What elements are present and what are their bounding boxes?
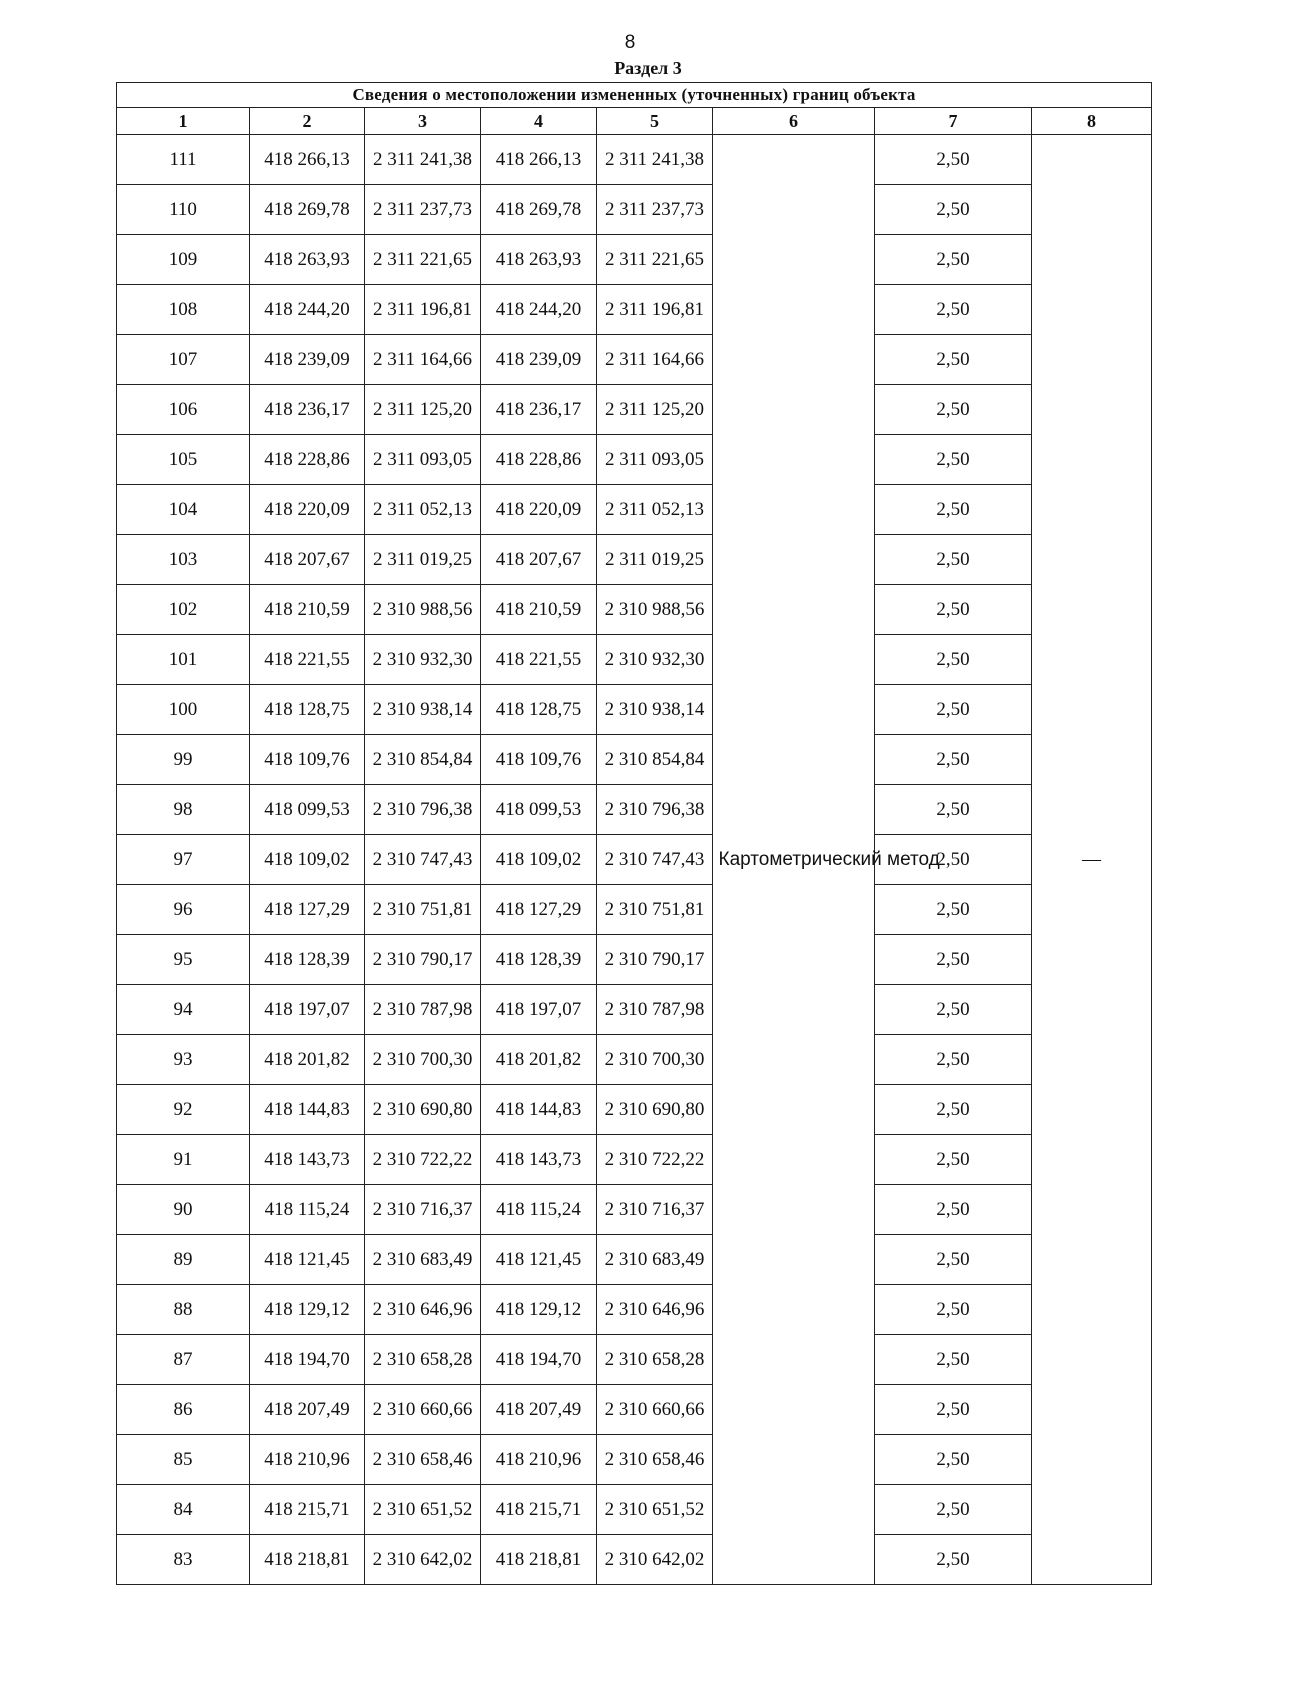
- point-number-cell: 91: [117, 1135, 250, 1185]
- point-number-cell: 85: [117, 1435, 250, 1485]
- point-number-cell: 97: [117, 835, 250, 885]
- point-number-cell: 94: [117, 985, 250, 1035]
- x-existing-cell: 418 263,93: [250, 235, 365, 285]
- x-existing-cell: 418 228,86: [250, 435, 365, 485]
- y-existing-cell: 2 310 790,17: [365, 935, 481, 985]
- point-number-cell: 83: [117, 1535, 250, 1585]
- y-refined-cell: 2 311 019,25: [597, 535, 713, 585]
- x-refined-cell: 418 109,02: [481, 835, 597, 885]
- accuracy-cell: 2,50: [875, 1035, 1032, 1085]
- y-existing-cell: 2 311 164,66: [365, 335, 481, 385]
- point-number-cell: 101: [117, 635, 250, 685]
- table-row: [117, 1185, 1152, 1235]
- y-refined-cell: 2 310 658,28: [597, 1335, 713, 1385]
- y-refined-cell: 2 310 651,52: [597, 1485, 713, 1535]
- accuracy-cell: 2,50: [875, 335, 1032, 385]
- point-number-cell: 107: [117, 335, 250, 385]
- x-refined-cell: 418 201,82: [481, 1035, 597, 1085]
- accuracy-cell: 2,50: [875, 1285, 1032, 1335]
- accuracy-cell: 2,50: [875, 585, 1032, 635]
- table-row: [117, 1135, 1152, 1185]
- table-row: [117, 1335, 1152, 1385]
- point-number-cell: 102: [117, 585, 250, 635]
- x-refined-cell: 418 239,09: [481, 335, 597, 385]
- y-existing-cell: 2 310 787,98: [365, 985, 481, 1035]
- table-row: [117, 135, 1152, 185]
- y-existing-cell: 2 310 796,38: [365, 785, 481, 835]
- y-refined-cell: 2 310 642,02: [597, 1535, 713, 1585]
- x-existing-cell: 418 128,75: [250, 685, 365, 735]
- table-row: [117, 685, 1152, 735]
- x-existing-cell: 418 127,29: [250, 885, 365, 935]
- y-existing-cell: 2 311 196,81: [365, 285, 481, 335]
- accuracy-cell: 2,50: [875, 1535, 1032, 1585]
- y-existing-cell: 2 310 854,84: [365, 735, 481, 785]
- y-existing-cell: 2 310 700,30: [365, 1035, 481, 1085]
- x-refined-cell: 418 121,45: [481, 1235, 597, 1285]
- y-refined-cell: 2 310 646,96: [597, 1285, 713, 1335]
- accuracy-cell: 2,50: [875, 1435, 1032, 1485]
- column-number: 7: [875, 108, 1032, 135]
- point-number-cell: 105: [117, 435, 250, 485]
- y-existing-cell: 2 311 221,65: [365, 235, 481, 285]
- x-refined-cell: 418 128,75: [481, 685, 597, 735]
- table-caption-row: [117, 83, 1152, 108]
- y-refined-cell: 2 311 164,66: [597, 335, 713, 385]
- y-existing-cell: 2 310 658,46: [365, 1435, 481, 1485]
- y-existing-cell: 2 311 237,73: [365, 185, 481, 235]
- x-refined-cell: 418 144,83: [481, 1085, 597, 1135]
- y-refined-cell: 2 310 751,81: [597, 885, 713, 935]
- y-refined-cell: 2 310 932,30: [597, 635, 713, 685]
- table-row: [117, 735, 1152, 785]
- x-refined-cell: 418 127,29: [481, 885, 597, 935]
- accuracy-cell: 2,50: [875, 985, 1032, 1035]
- x-existing-cell: 418 115,24: [250, 1185, 365, 1235]
- table-row: [117, 285, 1152, 335]
- x-existing-cell: 418 099,53: [250, 785, 365, 835]
- x-refined-cell: 418 215,71: [481, 1485, 597, 1535]
- accuracy-cell: 2,50: [875, 135, 1032, 185]
- note-cell: —: [1032, 135, 1152, 1585]
- method-cell: [713, 135, 940, 1585]
- y-refined-cell: 2 310 660,66: [597, 1385, 713, 1435]
- page-number: 8: [624, 32, 636, 53]
- table-row: [117, 835, 1152, 885]
- y-existing-cell: 2 310 988,56: [365, 585, 481, 635]
- accuracy-cell: 2,50: [875, 785, 1032, 835]
- table-row: [117, 385, 1152, 435]
- table-row: [117, 1285, 1152, 1335]
- y-refined-cell: 2 310 796,38: [597, 785, 713, 835]
- point-number-cell: 98: [117, 785, 250, 835]
- y-existing-cell: 2 310 658,28: [365, 1335, 481, 1385]
- y-refined-cell: 2 310 683,49: [597, 1235, 713, 1285]
- y-refined-cell: 2 311 237,73: [597, 185, 713, 235]
- y-existing-cell: 2 311 019,25: [365, 535, 481, 585]
- point-number-cell: 90: [117, 1185, 250, 1235]
- x-existing-cell: 418 210,96: [250, 1435, 365, 1485]
- table-row: [117, 185, 1152, 235]
- point-number-cell: 100: [117, 685, 250, 735]
- column-number: 6: [713, 108, 875, 135]
- y-refined-cell: 2 310 938,14: [597, 685, 713, 735]
- accuracy-cell: 2,50: [875, 285, 1032, 335]
- x-existing-cell: 418 109,02: [250, 835, 365, 885]
- table-caption: Сведения о местоположении измененных (уточненных) границ объекта: [117, 83, 1152, 108]
- x-refined-cell: 418 143,73: [481, 1135, 597, 1185]
- y-existing-cell: 2 310 646,96: [365, 1285, 481, 1335]
- x-existing-cell: 418 194,70: [250, 1335, 365, 1385]
- x-existing-cell: 418 128,39: [250, 935, 365, 985]
- x-refined-cell: 418 210,59: [481, 585, 597, 635]
- accuracy-cell: 2,50: [875, 1135, 1032, 1185]
- x-refined-cell: 418 197,07: [481, 985, 597, 1035]
- y-existing-cell: 2 310 938,14: [365, 685, 481, 735]
- point-number-cell: 88: [117, 1285, 250, 1335]
- table-row: [117, 535, 1152, 585]
- accuracy-cell: 2,50: [875, 885, 1032, 935]
- x-existing-cell: 418 236,17: [250, 385, 365, 435]
- point-number-cell: 106: [117, 385, 250, 435]
- y-refined-cell: 2 310 787,98: [597, 985, 713, 1035]
- point-number-cell: 95: [117, 935, 250, 985]
- accuracy-cell: 2,50: [875, 485, 1032, 535]
- x-existing-cell: 418 215,71: [250, 1485, 365, 1535]
- y-refined-cell: 2 310 790,17: [597, 935, 713, 985]
- x-refined-cell: 418 263,93: [481, 235, 597, 285]
- table-row: [117, 785, 1152, 835]
- x-refined-cell: 418 109,76: [481, 735, 597, 785]
- accuracy-cell: 2,50: [875, 635, 1032, 685]
- y-existing-cell: 2 310 747,43: [365, 835, 481, 885]
- column-number: 4: [481, 108, 597, 135]
- y-refined-cell: 2 310 690,80: [597, 1085, 713, 1135]
- y-existing-cell: 2 310 683,49: [365, 1235, 481, 1285]
- table-row: [117, 935, 1152, 985]
- table-row: [117, 1235, 1152, 1285]
- table-row: [117, 635, 1152, 685]
- table-row: [117, 585, 1152, 635]
- accuracy-cell: 2,50: [875, 1485, 1032, 1535]
- y-refined-cell: 2 310 658,46: [597, 1435, 713, 1485]
- x-existing-cell: 418 269,78: [250, 185, 365, 235]
- x-existing-cell: 418 201,82: [250, 1035, 365, 1085]
- y-refined-cell: 2 311 093,05: [597, 435, 713, 485]
- accuracy-cell: 2,50: [875, 235, 1032, 285]
- section-title: Раздел 3: [614, 58, 682, 78]
- boundary-coordinates-table: [116, 82, 1152, 1585]
- y-existing-cell: 2 310 722,22: [365, 1135, 481, 1185]
- point-number-cell: 104: [117, 485, 250, 535]
- column-number-row: [117, 108, 1152, 135]
- x-refined-cell: 418 220,09: [481, 485, 597, 535]
- table-row: [117, 335, 1152, 385]
- point-number-cell: 87: [117, 1335, 250, 1385]
- x-refined-cell: 418 218,81: [481, 1535, 597, 1585]
- accuracy-cell: 2,50: [875, 835, 1032, 885]
- y-refined-cell: 2 311 125,20: [597, 385, 713, 435]
- x-refined-cell: 418 194,70: [481, 1335, 597, 1385]
- table-row: [117, 1485, 1152, 1535]
- x-refined-cell: 418 128,39: [481, 935, 597, 985]
- x-existing-cell: 418 129,12: [250, 1285, 365, 1335]
- x-existing-cell: 418 220,09: [250, 485, 365, 535]
- method-text: Картометрический метод: [718, 848, 940, 870]
- x-existing-cell: 418 109,76: [250, 735, 365, 785]
- point-number-cell: 108: [117, 285, 250, 335]
- y-refined-cell: 2 310 716,37: [597, 1185, 713, 1235]
- accuracy-cell: 2,50: [875, 1335, 1032, 1385]
- x-existing-cell: 418 207,67: [250, 535, 365, 585]
- point-number-cell: 109: [117, 235, 250, 285]
- y-existing-cell: 2 310 716,37: [365, 1185, 481, 1235]
- x-existing-cell: 418 207,49: [250, 1385, 365, 1435]
- y-refined-cell: 2 310 747,43: [597, 835, 713, 885]
- y-existing-cell: 2 311 241,38: [365, 135, 481, 185]
- x-existing-cell: 418 121,45: [250, 1235, 365, 1285]
- x-refined-cell: 418 207,49: [481, 1385, 597, 1435]
- table-row: [117, 1085, 1152, 1135]
- table-row: [117, 1035, 1152, 1085]
- x-existing-cell: 418 221,55: [250, 635, 365, 685]
- table-row: [117, 1435, 1152, 1485]
- y-refined-cell: 2 310 854,84: [597, 735, 713, 785]
- y-existing-cell: 2 311 125,20: [365, 385, 481, 435]
- accuracy-cell: 2,50: [875, 1235, 1032, 1285]
- column-number: 8: [1032, 108, 1152, 135]
- accuracy-cell: 2,50: [875, 385, 1032, 435]
- accuracy-cell: 2,50: [875, 435, 1032, 485]
- accuracy-cell: 2,50: [875, 685, 1032, 735]
- x-refined-cell: 418 115,24: [481, 1185, 597, 1235]
- table-row: [117, 1535, 1152, 1585]
- x-refined-cell: 418 244,20: [481, 285, 597, 335]
- y-refined-cell: 2 311 221,65: [597, 235, 713, 285]
- y-existing-cell: 2 310 651,52: [365, 1485, 481, 1535]
- x-existing-cell: 418 197,07: [250, 985, 365, 1035]
- point-number-cell: 99: [117, 735, 250, 785]
- column-number: 1: [117, 108, 250, 135]
- x-existing-cell: 418 266,13: [250, 135, 365, 185]
- x-existing-cell: 418 239,09: [250, 335, 365, 385]
- point-number-cell: 92: [117, 1085, 250, 1135]
- x-existing-cell: 418 210,59: [250, 585, 365, 635]
- table-row: [117, 885, 1152, 935]
- point-number-cell: 111: [117, 135, 250, 185]
- point-number-cell: 84: [117, 1485, 250, 1535]
- table-row: [117, 985, 1152, 1035]
- table-row: [117, 235, 1152, 285]
- x-existing-cell: 418 218,81: [250, 1535, 365, 1585]
- y-refined-cell: 2 311 241,38: [597, 135, 713, 185]
- y-refined-cell: 2 311 052,13: [597, 485, 713, 535]
- x-refined-cell: 418 228,86: [481, 435, 597, 485]
- x-existing-cell: 418 144,83: [250, 1085, 365, 1135]
- x-refined-cell: 418 207,67: [481, 535, 597, 585]
- x-refined-cell: 418 266,13: [481, 135, 597, 185]
- y-existing-cell: 2 311 052,13: [365, 485, 481, 535]
- y-existing-cell: 2 310 751,81: [365, 885, 481, 935]
- y-existing-cell: 2 310 642,02: [365, 1535, 481, 1585]
- y-existing-cell: 2 310 932,30: [365, 635, 481, 685]
- x-refined-cell: 418 221,55: [481, 635, 597, 685]
- y-existing-cell: 2 310 690,80: [365, 1085, 481, 1135]
- y-refined-cell: 2 311 196,81: [597, 285, 713, 335]
- x-refined-cell: 418 210,96: [481, 1435, 597, 1485]
- x-refined-cell: 418 236,17: [481, 385, 597, 435]
- x-refined-cell: 418 099,53: [481, 785, 597, 835]
- accuracy-cell: 2,50: [875, 535, 1032, 585]
- point-number-cell: 93: [117, 1035, 250, 1085]
- y-existing-cell: 2 310 660,66: [365, 1385, 481, 1435]
- y-refined-cell: 2 310 700,30: [597, 1035, 713, 1085]
- x-refined-cell: 418 129,12: [481, 1285, 597, 1335]
- point-number-cell: 96: [117, 885, 250, 935]
- y-existing-cell: 2 311 093,05: [365, 435, 481, 485]
- column-number: 3: [365, 108, 481, 135]
- point-number-cell: 86: [117, 1385, 250, 1435]
- accuracy-cell: 2,50: [875, 735, 1032, 785]
- accuracy-cell: 2,50: [875, 185, 1032, 235]
- accuracy-cell: 2,50: [875, 1385, 1032, 1435]
- table-row: [117, 1385, 1152, 1435]
- y-refined-cell: 2 310 722,22: [597, 1135, 713, 1185]
- table-row: [117, 485, 1152, 535]
- x-existing-cell: 418 143,73: [250, 1135, 365, 1185]
- point-number-cell: 103: [117, 535, 250, 585]
- point-number-cell: 89: [117, 1235, 250, 1285]
- accuracy-cell: 2,50: [875, 935, 1032, 985]
- table-row: [117, 435, 1152, 485]
- accuracy-cell: 2,50: [875, 1085, 1032, 1135]
- accuracy-cell: 2,50: [875, 1185, 1032, 1235]
- x-refined-cell: 418 269,78: [481, 185, 597, 235]
- point-number-cell: 110: [117, 185, 250, 235]
- x-existing-cell: 418 244,20: [250, 285, 365, 335]
- column-number: 2: [250, 108, 365, 135]
- y-refined-cell: 2 310 988,56: [597, 585, 713, 635]
- column-number: 5: [597, 108, 713, 135]
